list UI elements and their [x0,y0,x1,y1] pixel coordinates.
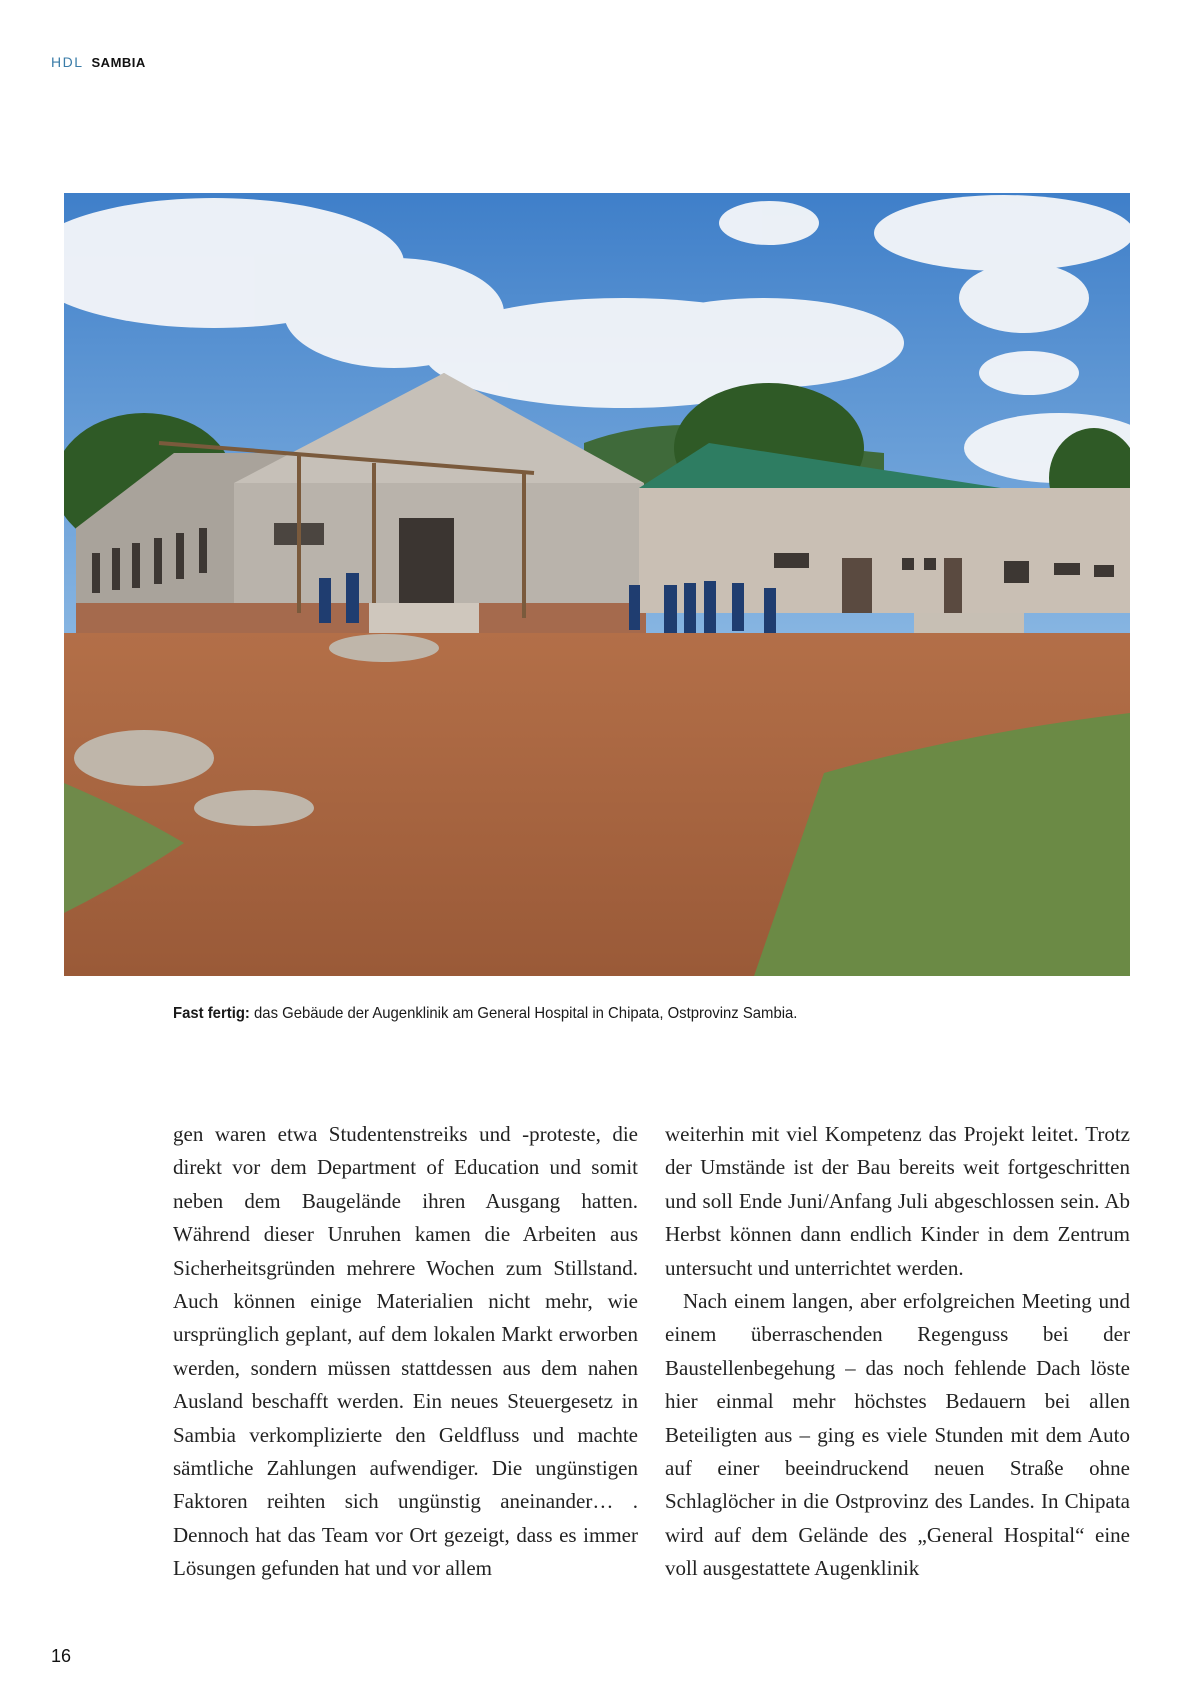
paragraph: gen waren etwa Studentenstreiks und -proteste, die direkt vor dem Department of Education und somit neben dem Baugelände ihren Ausgang hatten. Während dieser Unruhen kamen die Arbeiten aus Sicherheitsgründen mehrere Wochen zum Stillstand. Auch können einige Materialien nicht mehr, wie ursprünglich geplant, auf dem lokalen Markt erworben werden, sondern müssen stattdessen aus dem nahen Ausland beschafft werden. Ein neues Steuergesetz in Sambia verkomplizierte den Geldfluss und machte sämtliche Zahlungen aufwendiger. Die ungünstigen Faktoren reihten sich ungünstig aneinander… . Dennoch hat das Team vor Ort gezeigt, dass es immer Lösungen gefunden hat und vor allem [173,1122,638,1581]
photo-caption [173,1005,1010,1023]
text-column-right [665,1118,1130,1586]
running-header [51,54,146,70]
text-column-left [173,1118,638,1586]
caption-lead: Fast fertig: [173,1005,250,1022]
caption-text: das Gebäude der Augenklinik am General Hospital in Chipata, Ostprovinz Sambia. [249,1005,798,1022]
paragraph: Nach einem langen, aber erfolgreichen Meeting und einem überraschenden Regenguss bei der Baustellenbegehung – das noch fehlende Dach löste hier einmal mehr höchstes Bedauern bei allen Beteiligten aus – ging es viele Stunden mit dem Auto auf einer beeindruckend neuen Straße ohne Schlaglöcher in die Ostprovinz des Landes. In Chipata wird auf dem Gelände des „General Hospital“ eine voll ausgestattete Augenklinik [665,1289,1130,1581]
construction-site-photo [64,193,1130,976]
header-brand: HDL [51,54,84,70]
header-section: SAMBIA [91,55,146,70]
page-number: 16 [51,1646,72,1666]
paragraph: weiterhin mit viel Kompetenz das Projekt leitet. Trotz der Umstände ist der Bau bereits weit fortgeschritten und soll Ende Juni/Anfang Juli abgeschlossen sein. Ab Herbst können dann endlich Kinder in dem Zentrum untersucht und unterrichtet werden. [665,1122,1130,1280]
